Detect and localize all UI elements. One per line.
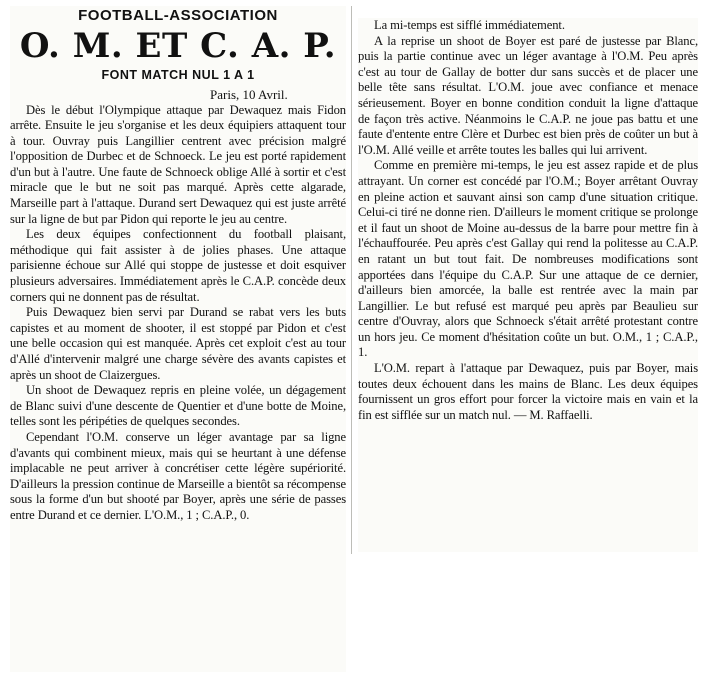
article-paragraph: Puis Dewaquez bien servi par Durand se rabat vers les buts capistes et au moment de shooter, il est stoppé par Pidon et c'est une belle occasion qui est manquée. Après cet exploit c'est au tour d'Allé d'intervenir malgré une charge sévère des avants capistes et après un shoot de Claizergues. [10, 305, 346, 382]
headline: O. M. ET C. A. P. [19, 26, 337, 66]
column-divider [351, 6, 352, 554]
article-column-left [10, 6, 346, 672]
article-paragraph: L'O.M. repart à l'attaque par Dewaquez, puis par Boyer, mais toutes deux échouent dans les mains de Blanc. Les deux équipes fournissent un gros effort pour forcer la victoire mais en vain et la fin est sifflée sur un match nul. — M. Raffaelli. [358, 361, 698, 422]
article-paragraph: Un shoot de Dewaquez repris en pleine volée, un dégagement de Blanc suivi d'une descente de Quentier et d'une botte de Moine, telles sont les péripéties de quelques secondes. [10, 383, 346, 429]
article-column-right [358, 18, 698, 552]
article-paragraph: A la reprise un shoot de Boyer est paré de justesse par Blanc, puis la partie continue avec un léger avantage à l'O.M. Peu après c'est au tour de Gallay de botter dur sans succès et de placer une belle tête sans résultat. L'O.M. joue avec confiance et menace sérieusement. Boyer en bonne condition conduit la ligne d'attaque de façon très active. Néanmoins le C.A.P. ne joue pas battu et une faute d'entente entre Clère et Durbec est bien près de coûter un but à l'O.M. Allé veille et arrête toutes les balles qui lui arrivent. [358, 33, 698, 157]
dateline: Paris, 10 Avril. [210, 87, 288, 102]
article-paragraph: Les deux équipes confectionnent du football plaisant, méthodique qui fait assister à de jolies phases. Une attaque parisienne échoue sur Allé qui stoppe de justesse et doit esquiver plusieurs adversaires. Immédiatement après le C.A.P. concède deux corners qui ne donnent pas de résultat. [10, 227, 346, 304]
section-kicker: FOOTBALL-ASSOCIATION [78, 7, 278, 24]
article-paragraph: Dès le début l'Olympique attaque par Dewaquez mais Fidon arrête. Ensuite le jeu s'organise et les deux équipiers attaquent tour à tour. Ouvray puis Langillier centrent avec précision malgré l'opposition de Durbec et de Schnoeck. Le jeu est porté rapidement d'un but à l'autre. Une faute de Schnoeck oblige Allé à sortir et c'est miracle que le but ne soit pas marqué. Après cette algarade, Marseille part à l'attaque. Durand sert Dewaquez qui est juste arrêté sur la ligne de but par Pidon qui reporte le jeu au centre. [10, 102, 346, 226]
subheadline: FONT MATCH NUL 1 A 1 [101, 68, 255, 82]
article-paragraph: Comme en première mi-temps, le jeu est assez rapide et de plus attrayant. Un corner est concédé par l'O.M.; Boyer arrêtant Ouvray en pleine action et sauvant ainsi son camp d'une situation critique. Celui-ci tiré ne donne rien. D'ailleurs le moment critique se prolonge et il faut un shoot de Moine au-dessus de la barre pour mettre fin à l'échauffourée. Peu après c'est Gallay qui rend la politesse au C.A.P. en ratant un but tout fait. De nombreuses modifications sont apportées dans l'équipe du C.A.P. Sur une attaque de ce dernier, d'ailleurs bien amorcée, la balle est rentrée avec la main par Langillier. Le but refusé est marqué peu après par Beaulieu sur centre d'Ouvray, alors que Schnoeck s'était arrêté protestant contre un hors jeu. Ce moment d'hésitation coûte un but. O.M., 1 ; C.A.P., 1. [358, 158, 698, 360]
article-paragraph: La mi-temps est sifflé immédiatement. [374, 18, 565, 32]
article-paragraph: Cependant l'O.M. conserve un léger avantage par sa ligne d'avants qui combinent mieux, mais qui se heurtant à une défense implacable ne peut arriver à concrétiser cette légère supériorité. D'ailleurs la pression continue de Marseille a bientôt sa récompense sous la forme d'un but shooté par Boyer, après une série de passes entre Durand et ce dernier. L'O.M., 1 ; C.A.P., 0. [10, 429, 346, 522]
